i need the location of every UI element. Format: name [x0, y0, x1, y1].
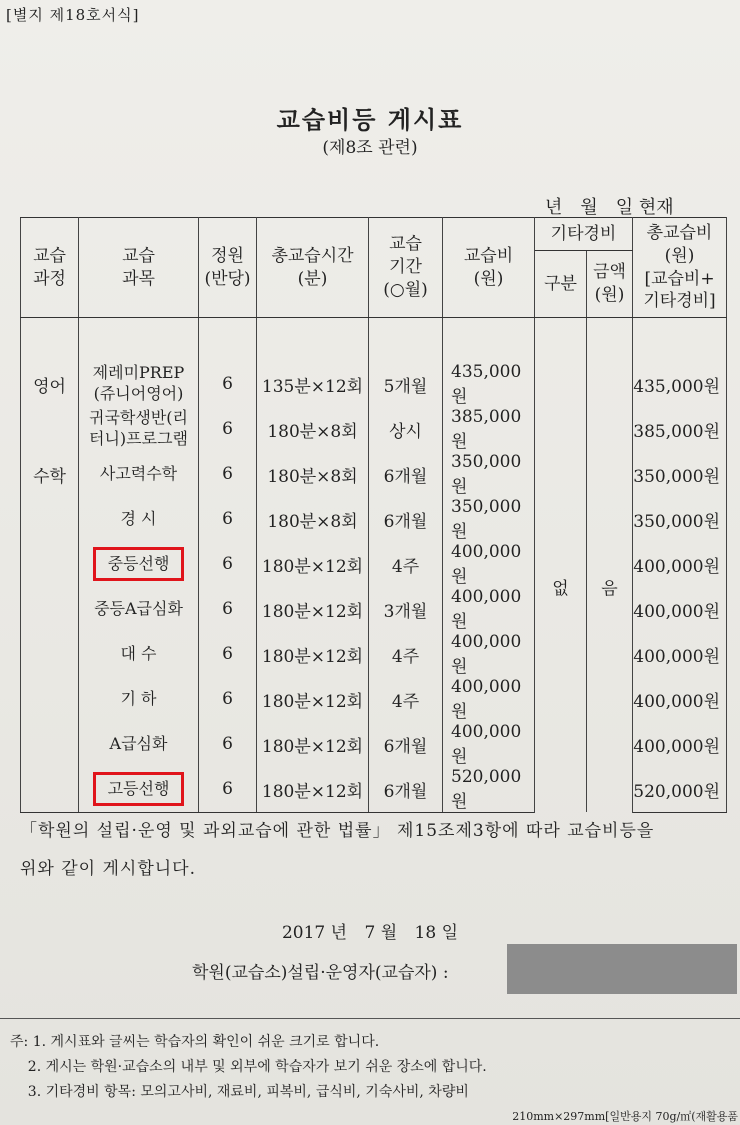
current-date-line: [545, 193, 674, 219]
col-total-tuition: 총교습비 (원) [교습비+ 기타경비]: [633, 218, 727, 318]
hours-cell: 135분×12회: [257, 362, 369, 407]
period-cell: 6개월: [369, 767, 443, 813]
tuition-cell: 385,000원: [443, 407, 535, 452]
tuition-cell: 520,000원: [443, 767, 535, 813]
subject-cell: [79, 767, 199, 813]
subject-cell: 경 시: [79, 497, 199, 542]
capacity-cell: 6: [199, 452, 257, 497]
tuition-cell: 400,000원: [443, 722, 535, 767]
capacity-cell: 6: [199, 722, 257, 767]
tuition-cell: 400,000원: [443, 587, 535, 632]
col-total-hours: 총교습시간 (분): [257, 218, 369, 318]
divider: [0, 1018, 740, 1019]
total-cell: 520,000원: [633, 767, 727, 813]
hours-cell: 180분×8회: [257, 452, 369, 497]
capacity-cell: 6: [199, 542, 257, 587]
highlight-box: 중등선행: [93, 547, 185, 582]
hours-cell: 180분×12회: [257, 587, 369, 632]
tuition-cell: 435,000원: [443, 362, 535, 407]
hours-cell: 180분×12회: [257, 632, 369, 677]
day-label: 일 현재: [615, 197, 674, 218]
capacity-cell: 6: [199, 767, 257, 813]
hours-cell: 180분×8회: [257, 497, 369, 542]
period-cell: 4주: [369, 677, 443, 722]
col-capacity: 정원 (반당): [199, 218, 257, 318]
col-tuition: 교습비 (원): [443, 218, 535, 318]
footnote-line: 주: 1. 게시표와 글씨는 학습자의 확인이 쉬운 크기로 합니다.: [10, 1034, 380, 1050]
course-cell: [21, 767, 79, 813]
course-cell: [21, 587, 79, 632]
total-cell: 400,000원: [633, 632, 727, 677]
table-row: [21, 362, 727, 407]
subject-cell: 대 수: [79, 632, 199, 677]
legal-notice: [20, 812, 720, 888]
page-subtitle: (제8조 관련): [322, 138, 418, 158]
subject-cell: 사고력수학: [79, 452, 199, 497]
capacity-cell: 6: [199, 587, 257, 632]
fee-table: [20, 217, 727, 813]
signature-date: 2017 년 7 월 18 일: [281, 923, 459, 943]
col-course: 교습 과정: [21, 218, 79, 318]
period-cell: 3개월: [369, 587, 443, 632]
period-cell: 6개월: [369, 452, 443, 497]
year-label: 년: [545, 197, 563, 218]
period-cell: 6개월: [369, 497, 443, 542]
other-amount-cell: 음: [587, 362, 633, 813]
course-cell: [21, 722, 79, 767]
footnote-line: 2. 게시는 학원·교습소의 내부 및 외부에 학습자가 보기 쉬운 장소에 합니다.: [10, 1059, 487, 1075]
capacity-cell: 6: [199, 497, 257, 542]
col-category: 구분: [535, 251, 587, 318]
subject-cell: 기 하: [79, 677, 199, 722]
period-cell: 4주: [369, 632, 443, 677]
total-cell: 400,000원: [633, 587, 727, 632]
footnotes: [10, 1030, 487, 1105]
hours-cell: 180분×8회: [257, 407, 369, 452]
course-cell: 영어: [21, 362, 79, 407]
total-cell: 400,000원: [633, 677, 727, 722]
col-amount: 금액 (원): [587, 251, 633, 318]
tuition-cell: 400,000원: [443, 677, 535, 722]
highlight-box: 고등선행: [93, 772, 185, 807]
total-cell: 400,000원: [633, 542, 727, 587]
total-cell: 350,000원: [633, 452, 727, 497]
legal-notice-line: 「학원의 설립·운영 및 과외교습에 관한 법률」 제15조제3항에 따라 교습비등을: [20, 821, 655, 841]
col-subject: 교습 과목: [79, 218, 199, 318]
capacity-cell: 6: [199, 362, 257, 407]
hours-cell: 180분×12회: [257, 542, 369, 587]
page-title: 교습비등 게시표: [276, 106, 464, 134]
spacer-row: [21, 318, 727, 362]
subject-cell: 중등A급심화: [79, 587, 199, 632]
subject-cell: 귀국학생반(리 터니)프로그램: [79, 407, 199, 452]
form-number-label: [별지 제18호서식]: [6, 6, 140, 24]
total-cell: 385,000원: [633, 407, 727, 452]
col-period: 교습 기간 (○월): [369, 218, 443, 318]
paper-spec: 210mm×297mm[일반용지 70g/㎡(재활용품: [512, 1110, 738, 1123]
signer-label: 학원(교습소)설립·운영자(교습자) :: [192, 963, 449, 983]
period-cell: 6개월: [369, 722, 443, 767]
period-cell: 5개월: [369, 362, 443, 407]
total-cell: 435,000원: [633, 362, 727, 407]
month-label: 월: [580, 197, 598, 218]
hours-cell: 180분×12회: [257, 722, 369, 767]
period-cell: 상시: [369, 407, 443, 452]
hours-cell: 180분×12회: [257, 767, 369, 813]
course-cell: [21, 542, 79, 587]
subject-cell: [79, 542, 199, 587]
total-cell: 400,000원: [633, 722, 727, 767]
course-cell: [21, 632, 79, 677]
tuition-cell: 400,000원: [443, 632, 535, 677]
legal-notice-line: 위와 같이 게시합니다.: [20, 859, 197, 879]
subject-cell: 제레미PREP (쥬니어영어): [79, 362, 199, 407]
hours-cell: 180분×12회: [257, 677, 369, 722]
course-cell: 수학: [21, 452, 79, 497]
col-other-expenses: 기타경비: [535, 218, 633, 251]
course-cell: [21, 677, 79, 722]
redaction-box: [507, 944, 737, 994]
tuition-cell: 400,000원: [443, 542, 535, 587]
course-cell: [21, 497, 79, 542]
tuition-cell: 350,000원: [443, 452, 535, 497]
header-row: [21, 218, 727, 251]
period-cell: 4주: [369, 542, 443, 587]
subject-cell: A급심화: [79, 722, 199, 767]
total-cell: 350,000원: [633, 497, 727, 542]
course-cell: [21, 407, 79, 452]
other-category-cell: 없: [535, 362, 587, 813]
footnote-line: 3. 기타경비 항목: 모의고사비, 재료비, 피복비, 급식비, 기숙사비, 차량비: [10, 1084, 469, 1100]
capacity-cell: 6: [199, 632, 257, 677]
tuition-cell: 350,000원: [443, 497, 535, 542]
capacity-cell: 6: [199, 677, 257, 722]
capacity-cell: 6: [199, 407, 257, 452]
